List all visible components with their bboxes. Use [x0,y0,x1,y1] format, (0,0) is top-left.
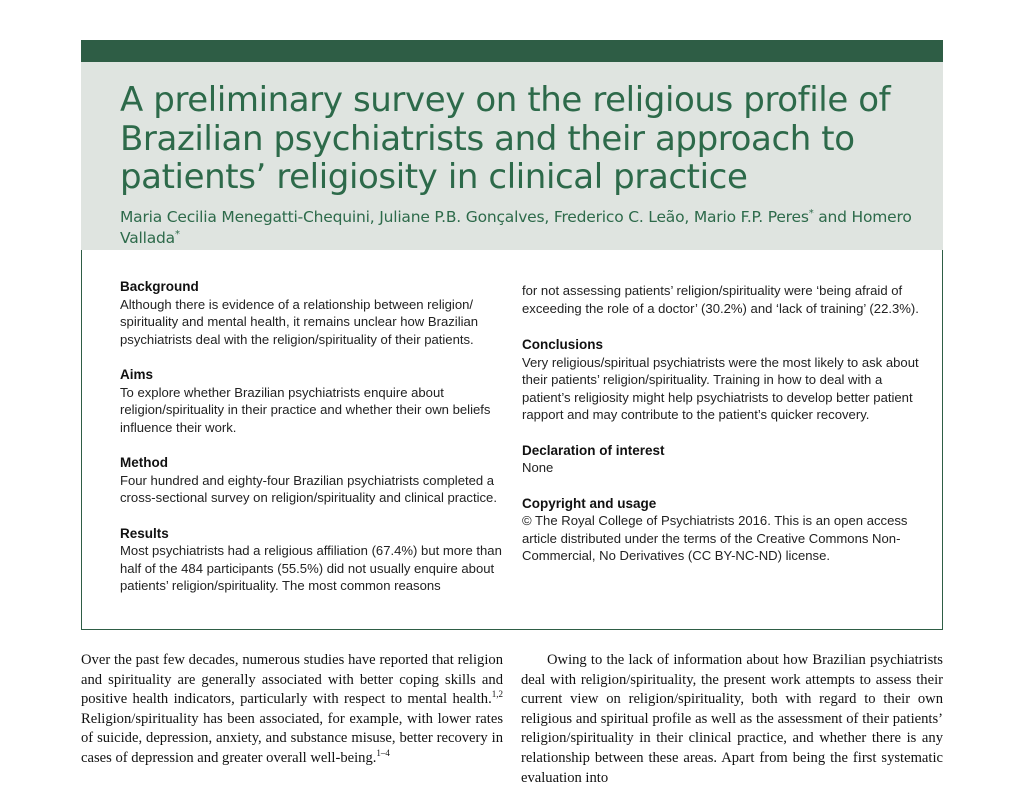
abstract-results [120,525,520,595]
body-left-column [81,651,503,769]
body-paragraph-aims: Owing to the lack of information about how Brazilian psychiatrists deal with religion/spirituality, the present work attempts to assess their current view on religion/spirituality, both with regard to their own religious and spiritual profile as well as the assessment of their patients’ religion/spirituality in their clinical practice, and whether there is any relationship between these areas. Apart from being the first systematic evaluation into [521,652,943,786]
author-separator: , [684,208,694,226]
abstract-declaration [522,442,927,477]
citation-ref: 1–4 [376,748,390,759]
author-separator: , [369,208,380,226]
method-heading: Method [120,455,168,470]
abstract-left-column [120,278,520,613]
author-name: Frederico C. Leão [553,208,685,226]
abstract-right-column [522,282,927,583]
abstract-background [120,278,520,348]
background-text: Although there is evidence of a relationship between religion/ spirituality and mental health, it remains unclear how Brazilian psychiatrists deal with the religion/spirituality of their patients. [120,296,479,347]
header-bar [81,40,943,62]
author-separator: and [813,208,852,226]
author-mark: * [808,207,814,219]
author-name: Juliane P.B. Gonçalves [379,208,545,226]
copyright-heading: Copyright and usage [522,495,657,511]
author-separator: , [544,208,554,226]
declaration-text: None [522,460,554,475]
author-list [120,207,920,249]
abstract-aims [120,366,520,436]
author-name: Mario F.P. Peres [693,208,809,226]
body-right-column [521,651,943,788]
body-paragraph-intro [81,651,503,769]
author-mark: * [174,228,180,240]
background-heading: Background [120,279,199,294]
body-text: Religion/spirituality has been associated, for example, with lower rates of suicide, depression, anxiety, and substance misuse, better recovery in cases of depression and greater overall well-being. [81,710,503,766]
method-text: Four hundred and eighty-four Brazilian psychiatrists completed a cross-sectional survey on religion/spirituality and clinical practice. [120,472,497,505]
copyright-text: © The Royal College of Psychiatrists 2016. This is an open access article distributed under the terms of the Creative Commons Non-Commercial, No Derivatives (CC BY-NC-ND) license. [522,513,908,563]
abstract-copyright [522,495,927,565]
results-heading: Results [120,525,169,541]
results-text-continued: for not assessing patients’ religion/spirituality were ‘being afraid of exceeding the role of a doctor’ (30.2%) and ‘lack of training’ (22.3%). [522,283,919,316]
aims-heading: Aims [120,367,154,382]
abstract-results-continued [522,282,927,317]
author-name: Homero Vallada [120,208,912,247]
author-name: Maria Cecilia Menegatti-Chequini [120,208,370,226]
citation-ref: 1,2 [491,689,503,700]
abstract-conclusions [522,336,927,424]
body-text: Over the past few decades, numerous studies have reported that religion and spirituality are generally associated with better coping skills and positive health indicators, particularly with respect to mental health. [81,652,503,708]
declaration-heading: Declaration of interest [522,442,665,458]
article-title: A preliminary survey on the religious profile of Brazilian psychiatrists and their approach to patients’ religiosity in clinical practice [120,80,891,197]
abstract-method [120,454,520,507]
aims-text: To explore whether Brazilian psychiatrists enquire about religion/spirituality in their practice and whether their own beliefs influence their work. [120,384,491,435]
conclusions-heading: Conclusions [522,337,604,352]
results-text: Most psychiatrists had a religious affiliation (67.4%) but more than half of the 484 participants (55.5%) did not usually enquire about patients’ religion/spirituality. The most common reasons [120,543,502,593]
conclusions-text: Very religious/spiritual psychiatrists were the most likely to ask about their patients’ religion/spirituality. Training in how to deal with a patient’s religiosity might help psychiatrists to develop better patient rapport and may contribute to the patient’s quicker recovery. [522,354,919,422]
